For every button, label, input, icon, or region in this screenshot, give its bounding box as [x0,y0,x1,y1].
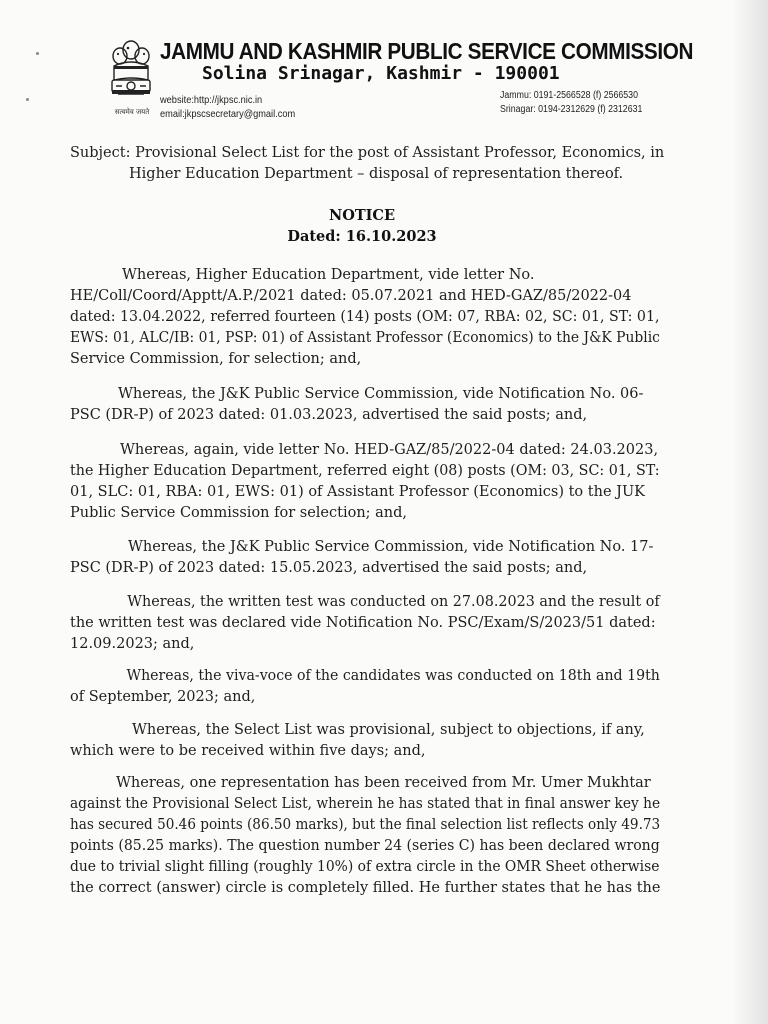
paragraph-line: Whereas, the J&K Public Service Commission, vide Notification No. 17- [128,539,654,555]
contact-phones [500,89,642,117]
paragraph [70,537,660,579]
jammu-phone: Jammu: 0191-2566528 (f) 2566530 [500,90,638,101]
notice-date: Dated: 16.10.2023 [287,228,437,245]
paragraph-line [70,265,660,286]
subject-block [70,143,670,185]
paragraph-line: HE/Coll/Coord/Apptt/A.P./2021 dated: 05.07.2021 and HED-GAZ/85/2022-04 [70,288,632,304]
scan-speck [26,98,29,101]
paragraph-line: PSC (DR-P) of 2023 dated: 15.05.2023, advertised the said posts; and, [70,560,588,576]
word: vide [428,267,460,283]
paragraph-line: of September, 2023; and, [70,689,256,705]
subject-line: Subject: Provisional Select List for the post of Assistant Professor, Economics, in [70,145,665,161]
paragraph-line: dated: 13.04.2022, referred fourteen (14) posts (OM: 07, RBA: 02, SC: 01, ST: 01, [70,309,660,325]
word: Higher [195,267,248,283]
paragraph-line: the written test was declared vide Notification No. PSC/Exam/S/2023/51 dated: [70,615,656,631]
paragraph [70,592,660,655]
paragraph [70,720,660,762]
scan-speck [36,52,39,55]
national-emblem-icon [108,36,154,112]
notice-heading-block [0,205,724,247]
paragraph [70,666,660,708]
paragraph-line: 01, SLC: 01, RBA: 01, EWS: 01) of Assistant Professor (Economics) to the JUK [70,484,645,500]
paragraph-line: has secured 50.46 points (86.50 marks), but the final selection list reflects only 49.73 [70,817,661,833]
word: letter [463,267,505,283]
paragraph-line: against the Provisional Select List, wherein he has stated that in final answer key he [70,796,661,812]
website-text: website:http://jkpsc.nic.in [160,94,263,106]
contact-web-email [160,93,295,121]
notice-title: NOTICE [328,207,396,224]
page-edge-shadow [732,0,768,1024]
paragraph-line: due to trivial slight filling (roughly 10%) of extra circle in the OMR Sheet otherwise [70,859,660,875]
paragraph [70,384,660,426]
paragraph-line: Whereas, again, vide letter No. HED-GAZ/85/2022-04 dated: 24.03.2023, [120,442,659,458]
paragraph-line: Service Commission, for selection; and, [70,351,362,367]
word: Whereas, [122,267,192,283]
paragraph-line: PSC (DR-P) of 2023 dated: 01.03.2023, advertised the said posts; and, [70,407,588,423]
paragraph-line: the correct (answer) circle is completely filled. He further states that he has the [70,880,661,896]
paragraph-line: Whereas, the Select List was provisional, subject to objections, if any, [132,722,645,738]
paragraph [70,265,660,370]
paragraph [70,773,660,899]
word: Department, [330,267,424,283]
commission-title: JAMMU AND KASHMIR PUBLIC SERVICE COMMISSION [160,38,694,64]
paragraph-line: Whereas, the viva-voce of the candidates was conducted on 18th and 19th [126,668,660,684]
paragraph-line: the Higher Education Department, referred eight (08) posts (OM: 03, SC: 01, ST: [70,463,660,479]
paragraph-line: EWS: 01, ALC/IB: 01, PSP: 01) of Assistant Professor (Economics) to the J&K Public [70,330,660,346]
paragraph-line: points (85.25 marks). The question number 24 (series C) has been declared wrong [70,838,660,854]
paragraph-line: Public Service Commission for selection; and, [70,505,408,521]
paragraph-line: Whereas, the written test was conducted on 27.08.2023 and the result of [127,594,660,610]
word: Education [251,267,327,283]
emblem-motto: सत्यमेव जयते [114,108,150,116]
paragraph-line: 12.09.2023; and, [70,636,195,652]
srinagar-phone: Srinagar: 0194-2312629 (f) 2312631 [500,104,643,115]
subject-line: Higher Education Department – disposal of representation thereof. [129,166,624,182]
paragraph-line: which were to be received within five days; and, [70,743,426,759]
email-text: email:jkpscsecretary@gmail.com [160,108,296,120]
commission-address: Solina Srinagar, Kashmir - 190001 [202,63,560,84]
paragraph-line: Whereas, one representation has been received from Mr. Umer Mukhtar [116,775,651,791]
paragraph [70,440,660,524]
word: No. [508,267,535,283]
paragraph-line: Whereas, the J&K Public Service Commission, vide Notification No. 06- [118,386,644,402]
